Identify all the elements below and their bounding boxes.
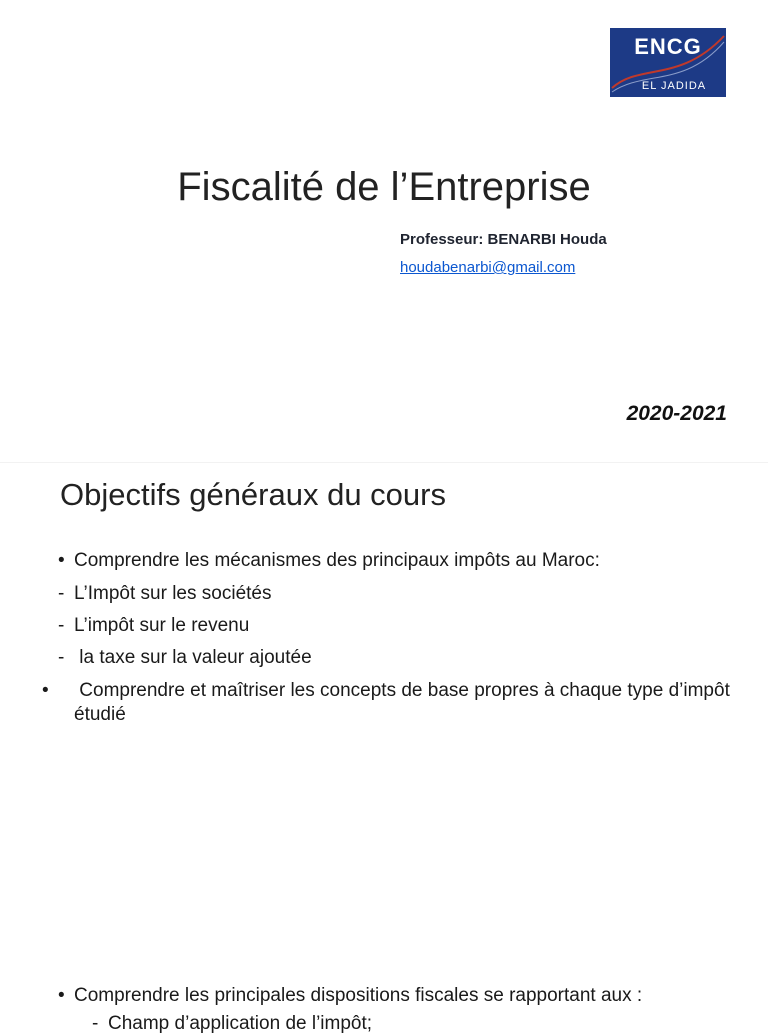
professor-line: Professeur: BENARBI Houda	[400, 231, 607, 248]
list-item	[92, 1012, 762, 1036]
email-link[interactable]: houdabenarbi@gmail.com	[400, 259, 576, 276]
list-item	[42, 679, 734, 727]
list-item-text: Comprendre les mécanismes des principaux impôts au Maroc:	[74, 550, 600, 571]
list-item-text: L’impôt sur le revenu	[74, 615, 250, 636]
course-title: Fiscalité de l’Entreprise	[177, 165, 591, 209]
bullet-marker: •	[42, 680, 49, 701]
list-item	[58, 984, 728, 1008]
dash-marker: -	[58, 583, 65, 604]
list-item-text: la taxe sur la valeur ajoutée	[74, 647, 312, 668]
list-item	[58, 582, 728, 606]
dash-marker: -	[58, 647, 65, 668]
logo-text-top: ENCG	[634, 34, 702, 59]
bullet-marker: •	[58, 550, 65, 571]
list-item	[58, 549, 728, 573]
list-item-text: Comprendre les principales dispositions fiscales se rapportant aux :	[74, 985, 643, 1006]
slide-divider	[0, 462, 768, 463]
list-item-text: Comprendre et maîtriser les concepts de base propres à chaque type d’impôt étudié	[74, 680, 730, 725]
academic-year: 2020-2021	[626, 402, 727, 425]
dash-marker: -	[58, 615, 65, 636]
list-item	[58, 646, 728, 670]
list-item-text: L’Impôt sur les sociétés	[74, 583, 272, 604]
dash-marker: -	[92, 1013, 99, 1034]
section-title: Objectifs généraux du cours	[60, 477, 446, 512]
list-item-text: Champ d’application de l’impôt;	[108, 1013, 373, 1034]
logo-text-bottom: EL JADIDA	[641, 80, 707, 92]
list-item	[58, 614, 728, 638]
bullet-marker: •	[58, 985, 65, 1006]
encg-logo	[610, 28, 726, 97]
